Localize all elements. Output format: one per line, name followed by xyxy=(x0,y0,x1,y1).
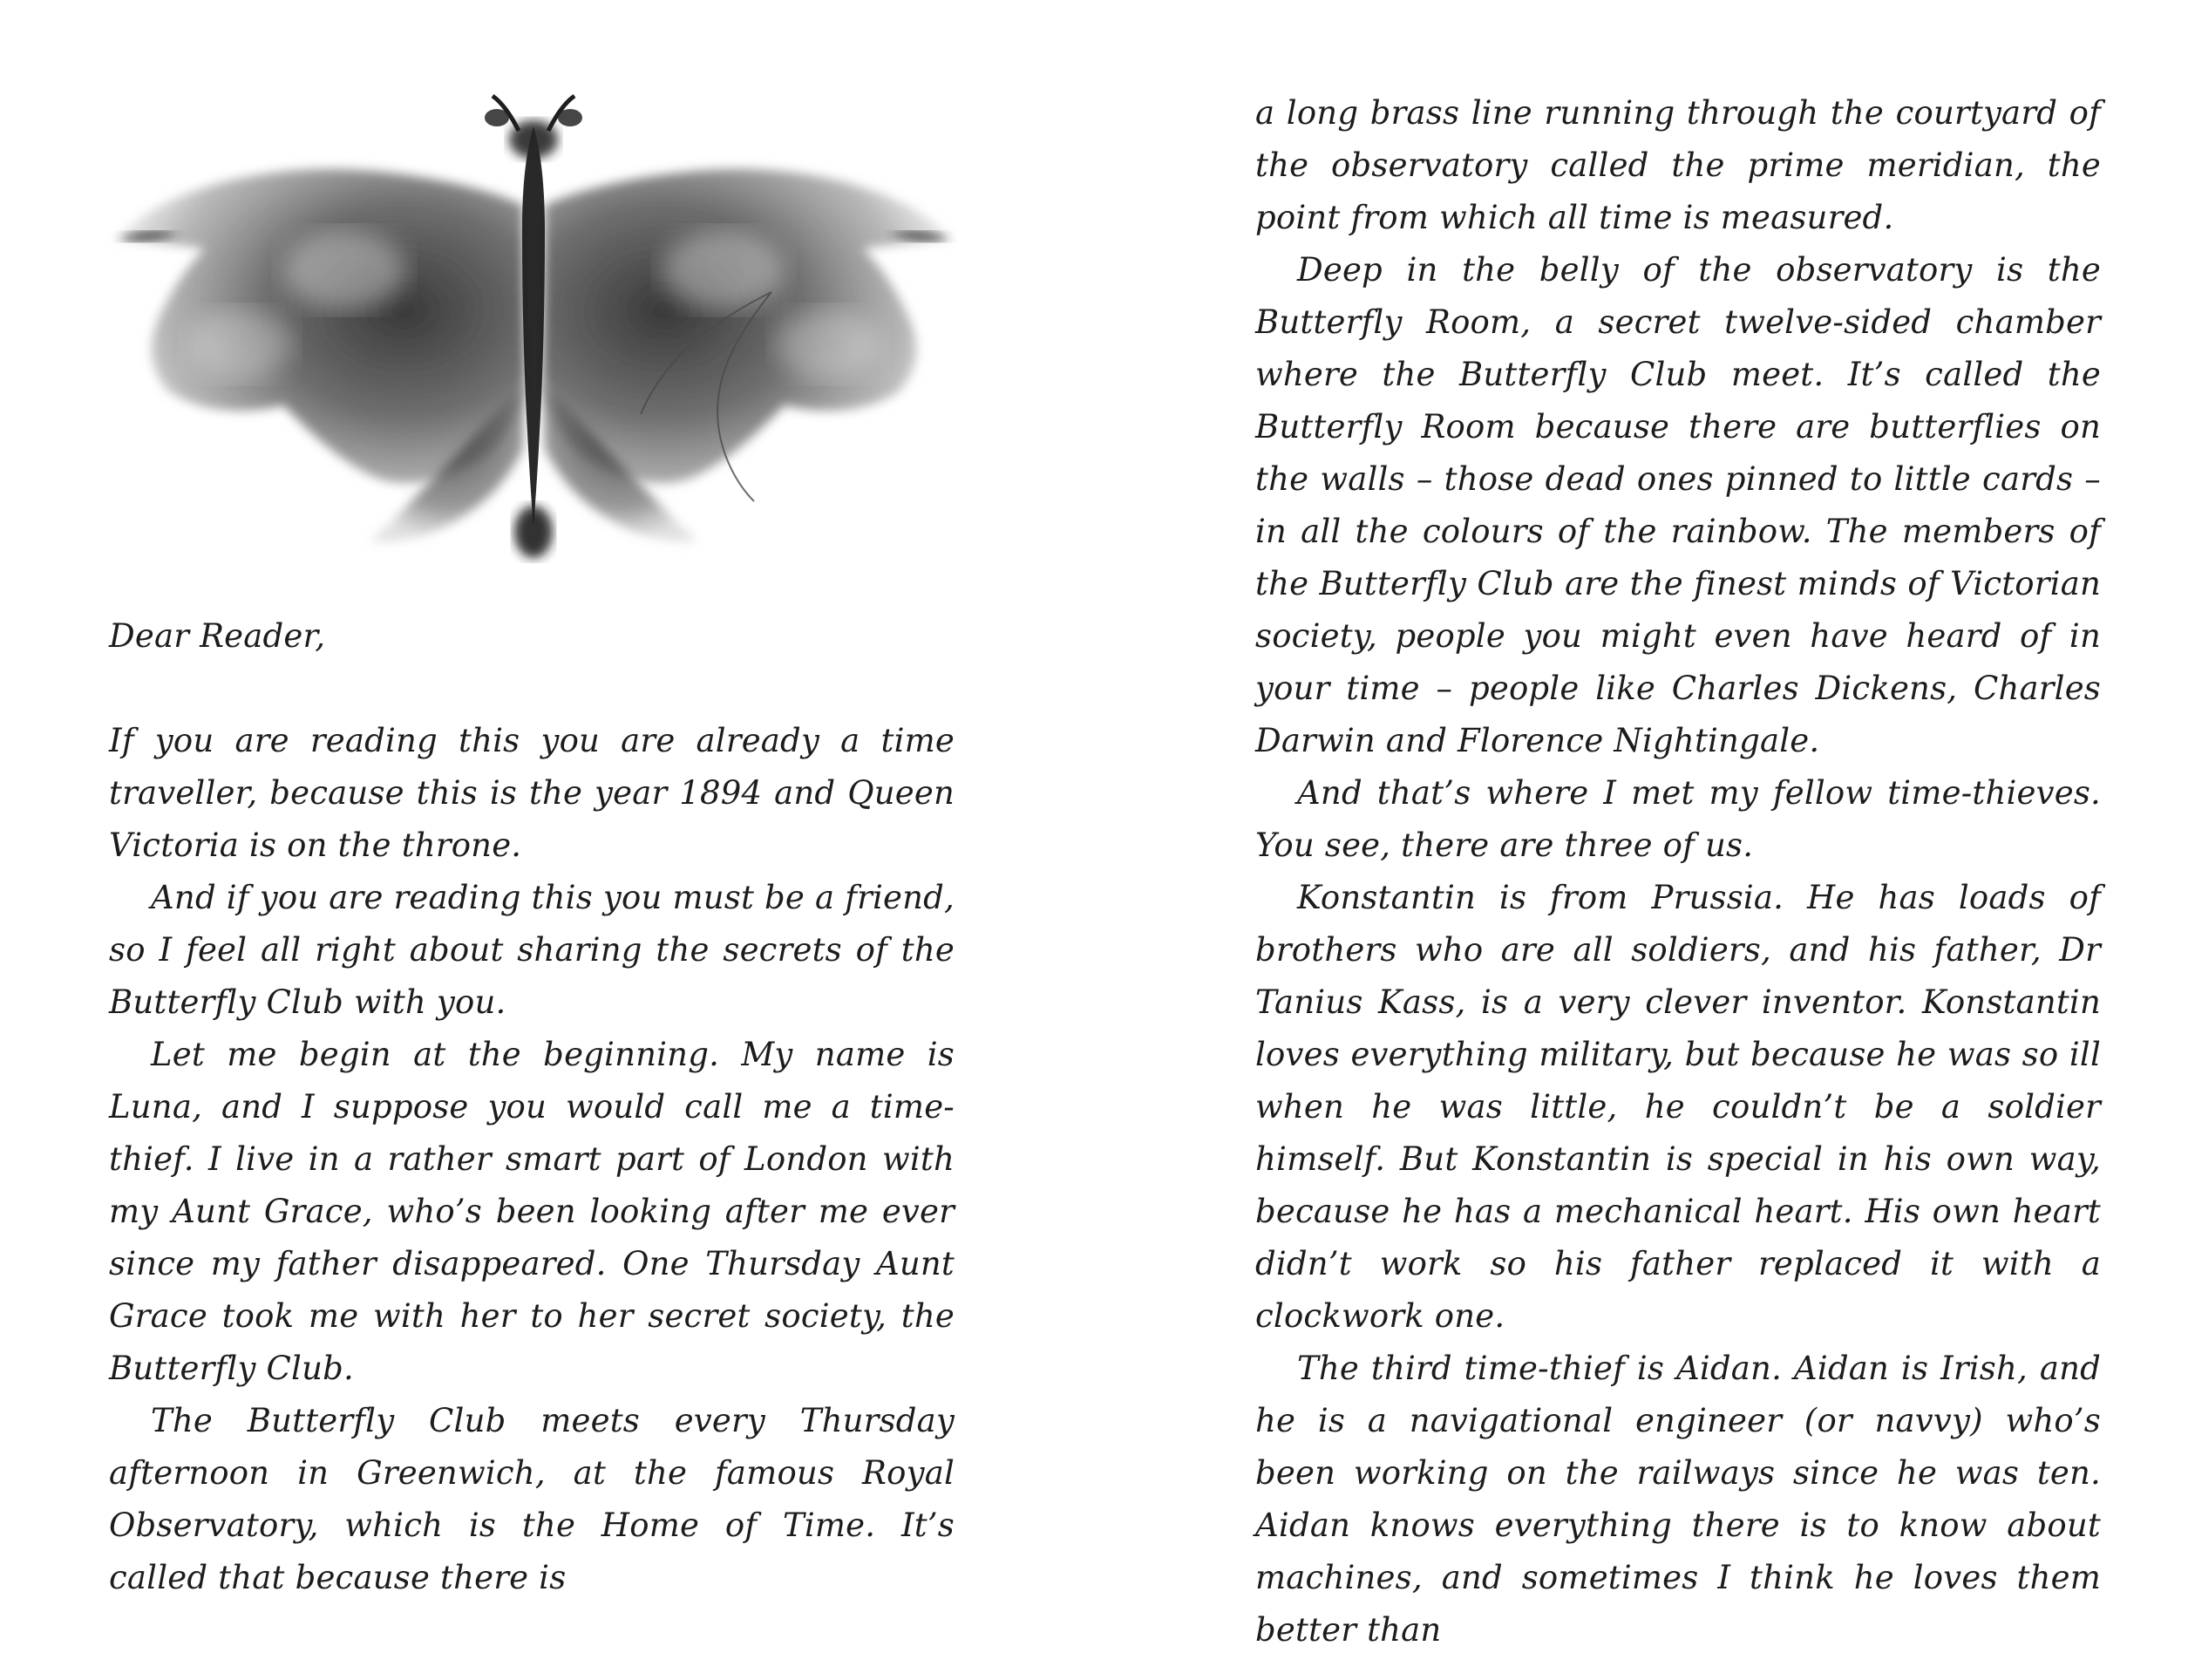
salutation: Dear Reader, xyxy=(109,617,326,655)
butterfly-ink-blot-icon xyxy=(109,92,959,567)
right-page-text xyxy=(1255,87,2101,1656)
paragraph: a long brass line running through the courtyard of the observatory called the prime meridian, the point from which all time is measured. xyxy=(1255,94,2101,236)
paragraph: The third time-thief is Aidan. Aidan is Irish, and he is a navigational engineer (or navvy) who’s been working on the railways since he was ten. Aidan knows everything there is to know about machines, and sometimes I think he loves them better than xyxy=(1255,1350,2101,1649)
left-page-text xyxy=(109,610,955,1604)
right-page xyxy=(1094,0,2188,1680)
paragraph: Konstantin is from Prussia. He has loads of brothers who are all soldiers, and his father, Dr Tanius Kass, is a very clever inventor. Konstantin loves everything military, but because he was so ill when he was little, he couldn’t be a soldier himself. But Konstantin is special in his own way, because he has a mechanical heart. His own heart didn’t work so his father replaced it with a clockwork one. xyxy=(1255,879,2101,1335)
paragraph: If you are reading this you are already a time traveller, because this is the year 1894 and Queen Victoria is on the throne. xyxy=(109,722,955,864)
paragraph: Let me begin at the beginning. My name is Luna, and I suppose you would call me a time-thief. I live in a rather smart part of London with my Aunt Grace, who’s been looking after me ever since my father disappeared. One Thursday Aunt Grace took me with her to her secret society, the Butterfly Club. xyxy=(109,1036,955,1387)
paragraph: The Butterfly Club meets every Thursday afternoon in Greenwich, at the famous Royal Observatory, which is the Home of Time. It’s called that because there is xyxy=(109,1402,955,1596)
paragraph: And if you are reading this you must be a friend, so I feel all right about sharing the secrets of the Butterfly Club with you. xyxy=(109,879,955,1021)
paragraph: And that’s where I met my fellow time-thieves. You see, there are three of us. xyxy=(1255,774,2101,864)
paragraph: Deep in the belly of the observatory is the Butterfly Room, a secret twelve-sided chamber where the Butterfly Club meet. It’s called the Butterfly Room because there are butterflies on the walls – those dead ones pinned to little cards – in all the colours of the rainbow. The members of the Butterfly Club are the finest minds of Victorian society, people you might even have heard of in your time – people like Charles Dickens, Charles Darwin and Florence Nightingale. xyxy=(1255,251,2101,759)
